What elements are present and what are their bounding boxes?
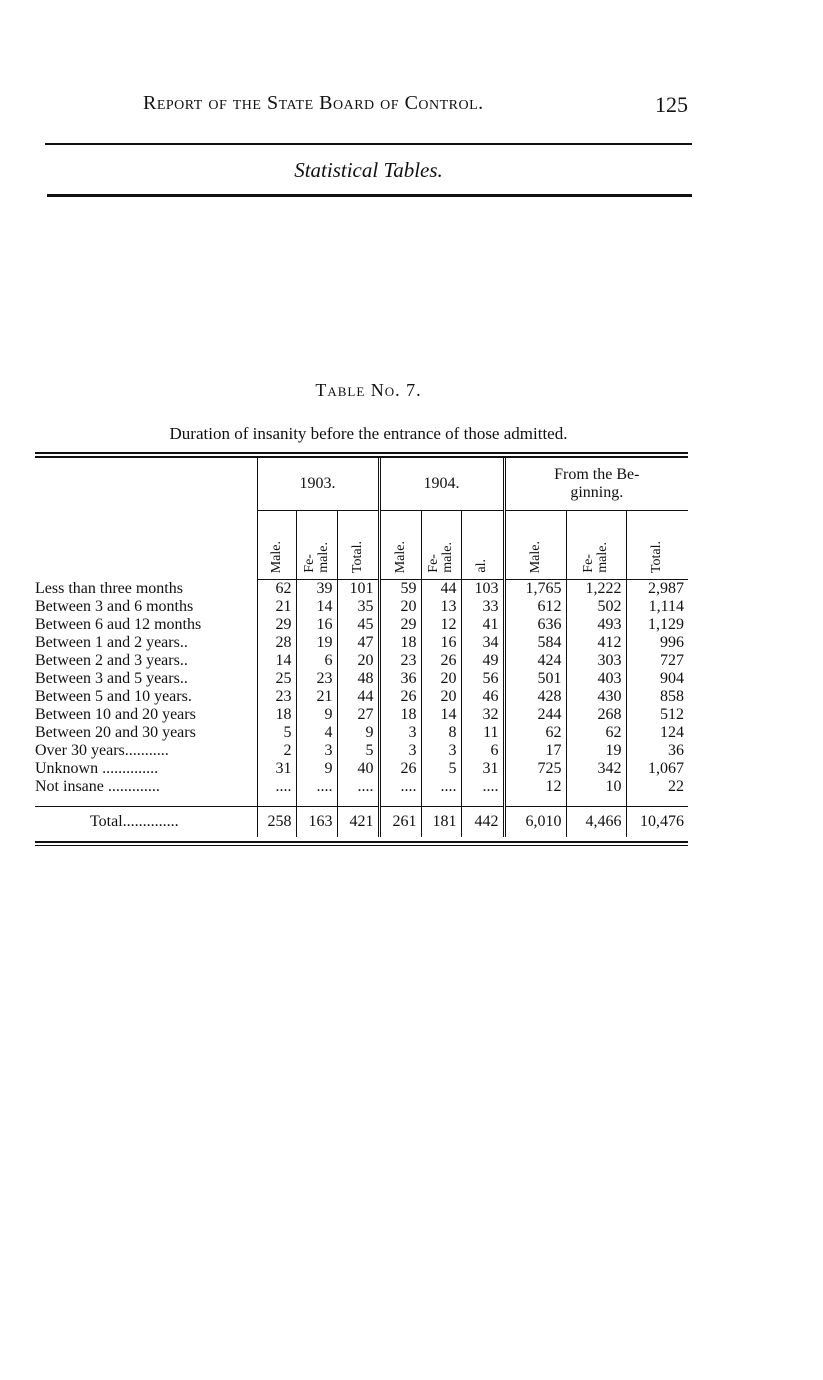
table-cell: 14 bbox=[257, 652, 296, 670]
table-cell: 11 bbox=[461, 724, 504, 742]
table-row bbox=[35, 580, 688, 599]
subcolumn-label: Male. bbox=[392, 540, 408, 573]
statistical-table bbox=[35, 452, 688, 846]
table-cell: 9 bbox=[296, 760, 337, 778]
table-cell: 261 bbox=[379, 807, 421, 838]
table-cell: 44 bbox=[337, 688, 379, 706]
table-cell: 512 bbox=[626, 706, 688, 724]
row-label: Between 10 and 20 years bbox=[35, 706, 196, 723]
subcolumn-label: Fe- male. bbox=[301, 542, 331, 573]
table-cell: 14 bbox=[421, 706, 461, 724]
spacer-cell bbox=[257, 796, 296, 807]
subcolumn-label: Fe- male. bbox=[426, 542, 456, 573]
spacer-cell bbox=[379, 796, 421, 807]
subcolumn-header bbox=[296, 511, 337, 580]
subcolumn-header bbox=[421, 511, 461, 580]
table-cell: 3 bbox=[379, 724, 421, 742]
table-row bbox=[35, 724, 688, 742]
subcolumn-header bbox=[626, 511, 688, 580]
table-cell: 12 bbox=[421, 616, 461, 634]
table-cell: 584 bbox=[504, 634, 566, 652]
table-cell: 727 bbox=[626, 652, 688, 670]
table-cell: 12 bbox=[504, 778, 566, 796]
stub-header bbox=[35, 458, 257, 580]
table-cell: 636 bbox=[504, 616, 566, 634]
section-title: Statistical Tables. bbox=[294, 158, 443, 182]
subcolumn-label: Total. bbox=[349, 540, 365, 573]
row-label: Over 30 years........... bbox=[35, 742, 169, 759]
subcolumn-label: al. bbox=[474, 559, 490, 573]
table-cell: 403 bbox=[566, 670, 626, 688]
table-cell: 5 bbox=[257, 724, 296, 742]
table-cell: 20 bbox=[379, 598, 421, 616]
table-cell: 904 bbox=[626, 670, 688, 688]
table-cell: 442 bbox=[461, 807, 504, 838]
table-cell: 16 bbox=[296, 616, 337, 634]
row-label: Between 3 and 5 years.. bbox=[35, 670, 188, 687]
table-cell: 6 bbox=[461, 742, 504, 760]
table-cell: 44 bbox=[421, 580, 461, 599]
table-cell: 5 bbox=[337, 742, 379, 760]
page-number: 125 bbox=[655, 92, 688, 117]
table-cell: 303 bbox=[566, 652, 626, 670]
table-cell: .... bbox=[379, 778, 421, 796]
table-cell: 59 bbox=[379, 580, 421, 599]
table-cell: 412 bbox=[566, 634, 626, 652]
table-cell: 493 bbox=[566, 616, 626, 634]
table-cell: .... bbox=[461, 778, 504, 796]
table-cell: 10 bbox=[566, 778, 626, 796]
table-cell: 996 bbox=[626, 634, 688, 652]
row-label: Between 6 aud 12 months bbox=[35, 616, 202, 633]
table-cell: 48 bbox=[337, 670, 379, 688]
table-cell: 33 bbox=[461, 598, 504, 616]
table-cell: 19 bbox=[296, 634, 337, 652]
header-rule bbox=[45, 143, 692, 145]
table-cell: 56 bbox=[461, 670, 504, 688]
table-cell: 19 bbox=[566, 742, 626, 760]
table-cell: 20 bbox=[337, 652, 379, 670]
table-cell: 45 bbox=[337, 616, 379, 634]
row-label: Unknown .............. bbox=[35, 760, 159, 777]
subcolumn-header bbox=[379, 511, 421, 580]
table-cell: 101 bbox=[337, 580, 379, 599]
subcolumn-label: Fe- male. bbox=[581, 542, 611, 573]
table-cell: 23 bbox=[296, 670, 337, 688]
subcolumn-header bbox=[566, 511, 626, 580]
group-header-1904: 1904. bbox=[379, 458, 504, 511]
table-cell: 20 bbox=[421, 670, 461, 688]
table-row bbox=[35, 634, 688, 652]
table-cell: 5 bbox=[421, 760, 461, 778]
table-cell: 424 bbox=[504, 652, 566, 670]
table-cell: 20 bbox=[421, 688, 461, 706]
group-header-line1: From the Be- bbox=[554, 466, 640, 483]
table-cell: 1,222 bbox=[566, 580, 626, 599]
group-header-from-beginning bbox=[504, 458, 688, 511]
table-cell: 1,114 bbox=[626, 598, 688, 616]
table-cell: 124 bbox=[626, 724, 688, 742]
table-cell: 29 bbox=[257, 616, 296, 634]
table-cell: 858 bbox=[626, 688, 688, 706]
table-cell: 41 bbox=[461, 616, 504, 634]
table-cell: 2 bbox=[257, 742, 296, 760]
table-row bbox=[35, 616, 688, 634]
row-label: Between 5 and 10 years. bbox=[35, 688, 192, 705]
row-label: Between 3 and 6 months bbox=[35, 598, 194, 615]
table-cell: 258 bbox=[257, 807, 296, 838]
table-cell: 49 bbox=[461, 652, 504, 670]
table-bottom-rule bbox=[35, 841, 688, 846]
table-row bbox=[35, 778, 688, 796]
table-cell: 430 bbox=[566, 688, 626, 706]
table-cell: 31 bbox=[257, 760, 296, 778]
table-cell: 18 bbox=[379, 634, 421, 652]
table-cell: 1,067 bbox=[626, 760, 688, 778]
table-cell: 46 bbox=[461, 688, 504, 706]
subcolumn-header bbox=[461, 511, 504, 580]
spacer-cell bbox=[626, 796, 688, 807]
table-cell: 62 bbox=[257, 580, 296, 599]
table-cell: 1,129 bbox=[626, 616, 688, 634]
table-cell: 13 bbox=[421, 598, 461, 616]
table-cell: .... bbox=[337, 778, 379, 796]
table-cell: 4,466 bbox=[566, 807, 626, 838]
spacer-cell bbox=[296, 796, 337, 807]
row-label: Between 2 and 3 years.. bbox=[35, 652, 188, 669]
table-cell: 3 bbox=[379, 742, 421, 760]
table-cell: 428 bbox=[504, 688, 566, 706]
section-rule bbox=[47, 194, 692, 197]
table-row bbox=[35, 652, 688, 670]
table-caption: Table No. 7. bbox=[315, 380, 422, 400]
table-cell: 501 bbox=[504, 670, 566, 688]
spacer-cell bbox=[461, 796, 504, 807]
subcolumn-header bbox=[504, 511, 566, 580]
table-cell: 28 bbox=[257, 634, 296, 652]
table-cell: 21 bbox=[296, 688, 337, 706]
table-cell: 35 bbox=[337, 598, 379, 616]
spacer-cell bbox=[337, 796, 379, 807]
table-cell: 612 bbox=[504, 598, 566, 616]
total-row bbox=[35, 807, 688, 838]
table-cell: 10,476 bbox=[626, 807, 688, 838]
table-cell: 163 bbox=[296, 807, 337, 838]
duration-table bbox=[35, 458, 688, 837]
table-cell: 26 bbox=[421, 652, 461, 670]
row-label: Total.............. bbox=[35, 807, 257, 838]
table-cell: 16 bbox=[421, 634, 461, 652]
table-cell: 502 bbox=[566, 598, 626, 616]
spacer-cell bbox=[566, 796, 626, 807]
row-label: Between 1 and 2 years.. bbox=[35, 634, 188, 651]
table-cell: 21 bbox=[257, 598, 296, 616]
table-row bbox=[35, 670, 688, 688]
table-cell: 25 bbox=[257, 670, 296, 688]
subcolumn-label: Male. bbox=[268, 540, 284, 573]
table-cell: 47 bbox=[337, 634, 379, 652]
table-cell: 2,987 bbox=[626, 580, 688, 599]
table-row bbox=[35, 742, 688, 760]
table-cell: 725 bbox=[504, 760, 566, 778]
spacer-cell bbox=[35, 796, 257, 807]
table-row bbox=[35, 598, 688, 616]
table-cell: 3 bbox=[421, 742, 461, 760]
table-cell: 36 bbox=[379, 670, 421, 688]
table-cell: 8 bbox=[421, 724, 461, 742]
table-cell: 23 bbox=[379, 652, 421, 670]
table-cell: 9 bbox=[296, 706, 337, 724]
table-cell: .... bbox=[257, 778, 296, 796]
table-cell: 6 bbox=[296, 652, 337, 670]
table-cell: 22 bbox=[626, 778, 688, 796]
table-cell: 26 bbox=[379, 760, 421, 778]
table-cell: 3 bbox=[296, 742, 337, 760]
subcolumn-label: Male. bbox=[527, 540, 543, 573]
table-cell: 14 bbox=[296, 598, 337, 616]
table-cell: 17 bbox=[504, 742, 566, 760]
table-cell: 6,010 bbox=[504, 807, 566, 838]
table-cell: 103 bbox=[461, 580, 504, 599]
table-cell: 29 bbox=[379, 616, 421, 634]
table-cell: .... bbox=[421, 778, 461, 796]
table-row bbox=[35, 760, 688, 778]
table-cell: 32 bbox=[461, 706, 504, 724]
table-cell: 40 bbox=[337, 760, 379, 778]
table-cell: 9 bbox=[337, 724, 379, 742]
table-cell: 26 bbox=[379, 688, 421, 706]
table-cell: 1,765 bbox=[504, 580, 566, 599]
table-cell: 342 bbox=[566, 760, 626, 778]
group-header-1903: 1903. bbox=[257, 458, 379, 511]
table-cell: 62 bbox=[566, 724, 626, 742]
table-subtitle: Duration of insanity before the entrance of those admitted. bbox=[169, 424, 568, 443]
table-row bbox=[35, 688, 688, 706]
row-label: Less than three months bbox=[35, 579, 183, 597]
row-label: Not insane ............. bbox=[35, 778, 160, 795]
table-cell: 23 bbox=[257, 688, 296, 706]
table-cell: 268 bbox=[566, 706, 626, 724]
table-cell: 39 bbox=[296, 580, 337, 599]
table-cell: 62 bbox=[504, 724, 566, 742]
table-cell: 421 bbox=[337, 807, 379, 838]
table-cell: 244 bbox=[504, 706, 566, 724]
subcolumn-header bbox=[337, 511, 379, 580]
table-cell: 18 bbox=[379, 706, 421, 724]
table-cell: 27 bbox=[337, 706, 379, 724]
table-cell: 18 bbox=[257, 706, 296, 724]
group-header-line2: ginning. bbox=[570, 484, 624, 501]
subcolumn-label: Total. bbox=[649, 540, 665, 573]
table-row bbox=[35, 706, 688, 724]
table-cell: 36 bbox=[626, 742, 688, 760]
running-head: Report of the State Board of Control. bbox=[143, 92, 484, 114]
table-cell: 4 bbox=[296, 724, 337, 742]
row-label: Between 20 and 30 years bbox=[35, 724, 196, 741]
table-cell: 31 bbox=[461, 760, 504, 778]
subcolumn-header bbox=[257, 511, 296, 580]
spacer-cell bbox=[504, 796, 566, 807]
spacer-row bbox=[35, 796, 688, 807]
table-cell: .... bbox=[296, 778, 337, 796]
table-cell: 181 bbox=[421, 807, 461, 838]
table-cell: 34 bbox=[461, 634, 504, 652]
spacer-cell bbox=[421, 796, 461, 807]
